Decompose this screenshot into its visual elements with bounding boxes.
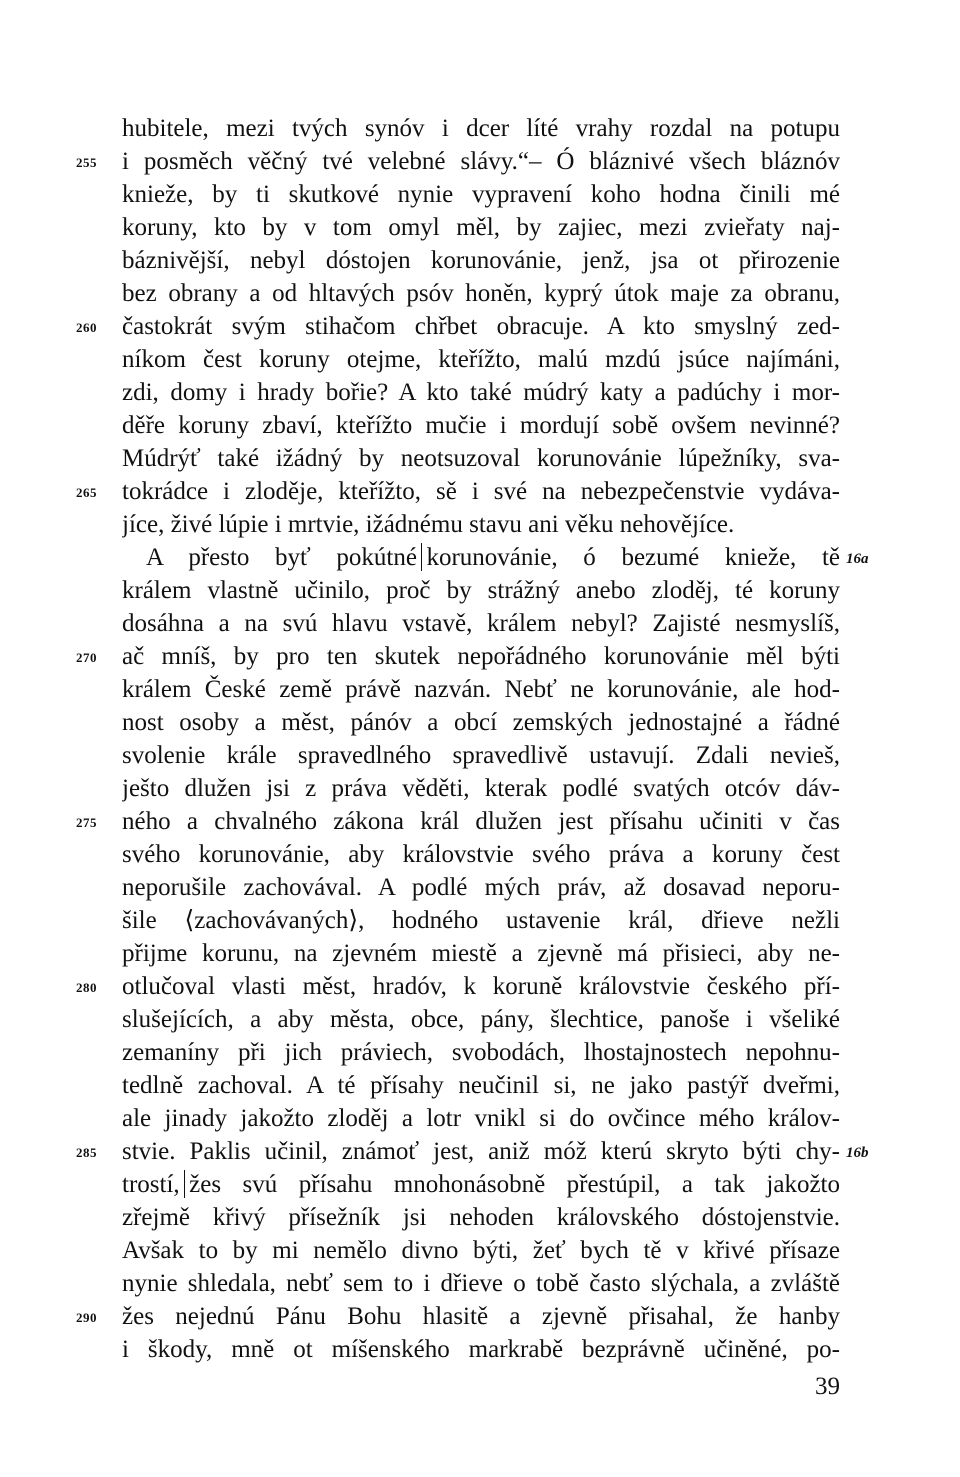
line-number: 290 [76, 1310, 97, 1325]
text-line: ač mníš, by pro ten skutek nepořádného korunovánie měl býti [122, 643, 840, 670]
text-line: i škody, mně ot míšenského markrabě bezprávně učiněné, po- [122, 1336, 840, 1363]
folio-break-mark [421, 543, 423, 571]
folio-mark: 16b [846, 1145, 869, 1161]
text-line: Avšak to by mi nemělo divno býti, žeť bych tě v křivé přísaze [122, 1237, 840, 1264]
text-line: stvie. Paklis učinil, známoť jest, aniž móž kterú skryto býti chy- [122, 1138, 840, 1165]
text-line: ného a chvalného zákona král dlužen jest přísahu učiniti v čas [122, 808, 840, 835]
text-line: koruny, kto by v tom omyl měl, by zajiec, mezi zvieřaty naj- [122, 214, 840, 241]
text-line: báznivější, nebyl dóstojen korunovánie, jenž, jsa ot přirozenie [122, 247, 840, 274]
text-line: otlučoval vlasti měst, hradóv, k koruně královstvie českého pří- [122, 973, 840, 1000]
text-segment: A přesto byť pokútné [146, 544, 417, 571]
text-line: svého korunovánie, aby královstvie svého práva a koruny čest [122, 841, 840, 868]
text-line: zdi, domy i hrady bořie? A kto také múdrý katy a padúchy i mor- [122, 379, 840, 406]
text-line [122, 541, 840, 575]
text-line: přijme korunu, na zjevném miestě a zjevně má přisieci, aby ne- [122, 940, 840, 967]
text-line: i posměch věčný tvé velebné slávy.“– Ó bláznivé všech bláznóv [122, 148, 840, 175]
text-line: děře koruny zbaví, kteřížto mučie i mordují sobě ovšem nevinné? [122, 412, 840, 439]
text-line: svolenie krále spravedlného spravedlivě ustavují. Zdali nevieš, [122, 742, 840, 769]
line-number: 260 [76, 320, 97, 335]
line-number: 255 [76, 155, 97, 170]
text-line: králem vlastně učinilo, proč by strážný anebo zloděj, té koruny [122, 577, 840, 604]
text-line: neporušile zachovával. A podlé mých práv, až dosavad neporu- [122, 874, 840, 901]
text-line: dosáhna a na svú hlavu vstavě, králem nebyl? Zajisté nesmyslíš, [122, 610, 840, 637]
text-line: nost osoby a měst, pánóv a obcí zemských jednostajné a řádné [122, 709, 840, 736]
text-line: knieže, by ti skutkové nynie vypravení koho hodna činili mé [122, 181, 840, 208]
line-number: 275 [76, 815, 97, 830]
text-segment: žes svú přísahu mnohonásobně přestúpil, a tak jakožto [189, 1171, 840, 1198]
text-line: králem České země právě nazván. Nebť ne korunovánie, ale hod- [122, 676, 840, 703]
text-line: šile ⟨zachovávaných⟩, hodného ustavenie král, dřieve nežli [122, 907, 840, 934]
text-line: níkom čest koruny otejme, kteřížto, malú mzdú jsúce najímáni, [122, 346, 840, 373]
line-number: 280 [76, 980, 97, 995]
text-line: častokrát svým stihačom chřbet obracuje. A kto smyslný zed- [122, 313, 840, 340]
text-line [122, 1168, 840, 1202]
text-line: ješto dlužen jsi z práva věděti, kterak podlé svatých otcóv dáv- [122, 775, 840, 802]
text-segment: trostí, [122, 1171, 180, 1198]
text-line: zřejmě křivý přísežník jsi nehoden královského dóstojenstvie. [122, 1204, 840, 1231]
text-line: zemaníny při jich práviech, svobodách, lhostajnostech nepohnu- [122, 1039, 840, 1066]
folio-break-mark [184, 1170, 186, 1198]
text-line: ale jinady jakožto zloděj a lotr vnikl si do ovčince mého králov- [122, 1105, 840, 1132]
text-line: tedlně zachoval. A té přísahy neučinil si, ne jako pastýř dveřmi, [122, 1072, 840, 1099]
text-line: tokrádce i zloděje, kteřížto, sě i své na nebezpečenstvie vydáva- [122, 478, 840, 505]
text-line: hubitele, mezi tvých synóv i dcer líté vrahy rozdal na potupu [122, 115, 840, 142]
page-number: 39 [815, 1373, 840, 1400]
line-number: 265 [76, 485, 97, 500]
folio-mark: 16a [846, 551, 869, 567]
line-number: 270 [76, 650, 97, 665]
text-line: nynie shledala, nebť sem to i dřieve o tobě často slýchala, a zvláště [122, 1270, 840, 1297]
text-line: bez obrany a od hltavých psóv honěn, kyprý útok maje za obranu, [122, 280, 840, 307]
text-line: žes nejednú Pánu Bohu hlasitě a zjevně přisahal, že hanby [122, 1303, 840, 1330]
line-number: 285 [76, 1145, 97, 1160]
text-line: slušejících, a aby města, obce, pány, šlechtice, panoše i všeliké [122, 1006, 840, 1033]
text-segment: korunovánie, ó bezumé knieže, tě [426, 544, 840, 571]
text-line: jíce, živé lúpie i mrtvie, ižádnému stavu ani věku nehovějíce. [122, 511, 735, 538]
text-line: Múdrýť také ižádný by neotsuzoval korunovánie lúpežníky, sva- [122, 445, 840, 472]
